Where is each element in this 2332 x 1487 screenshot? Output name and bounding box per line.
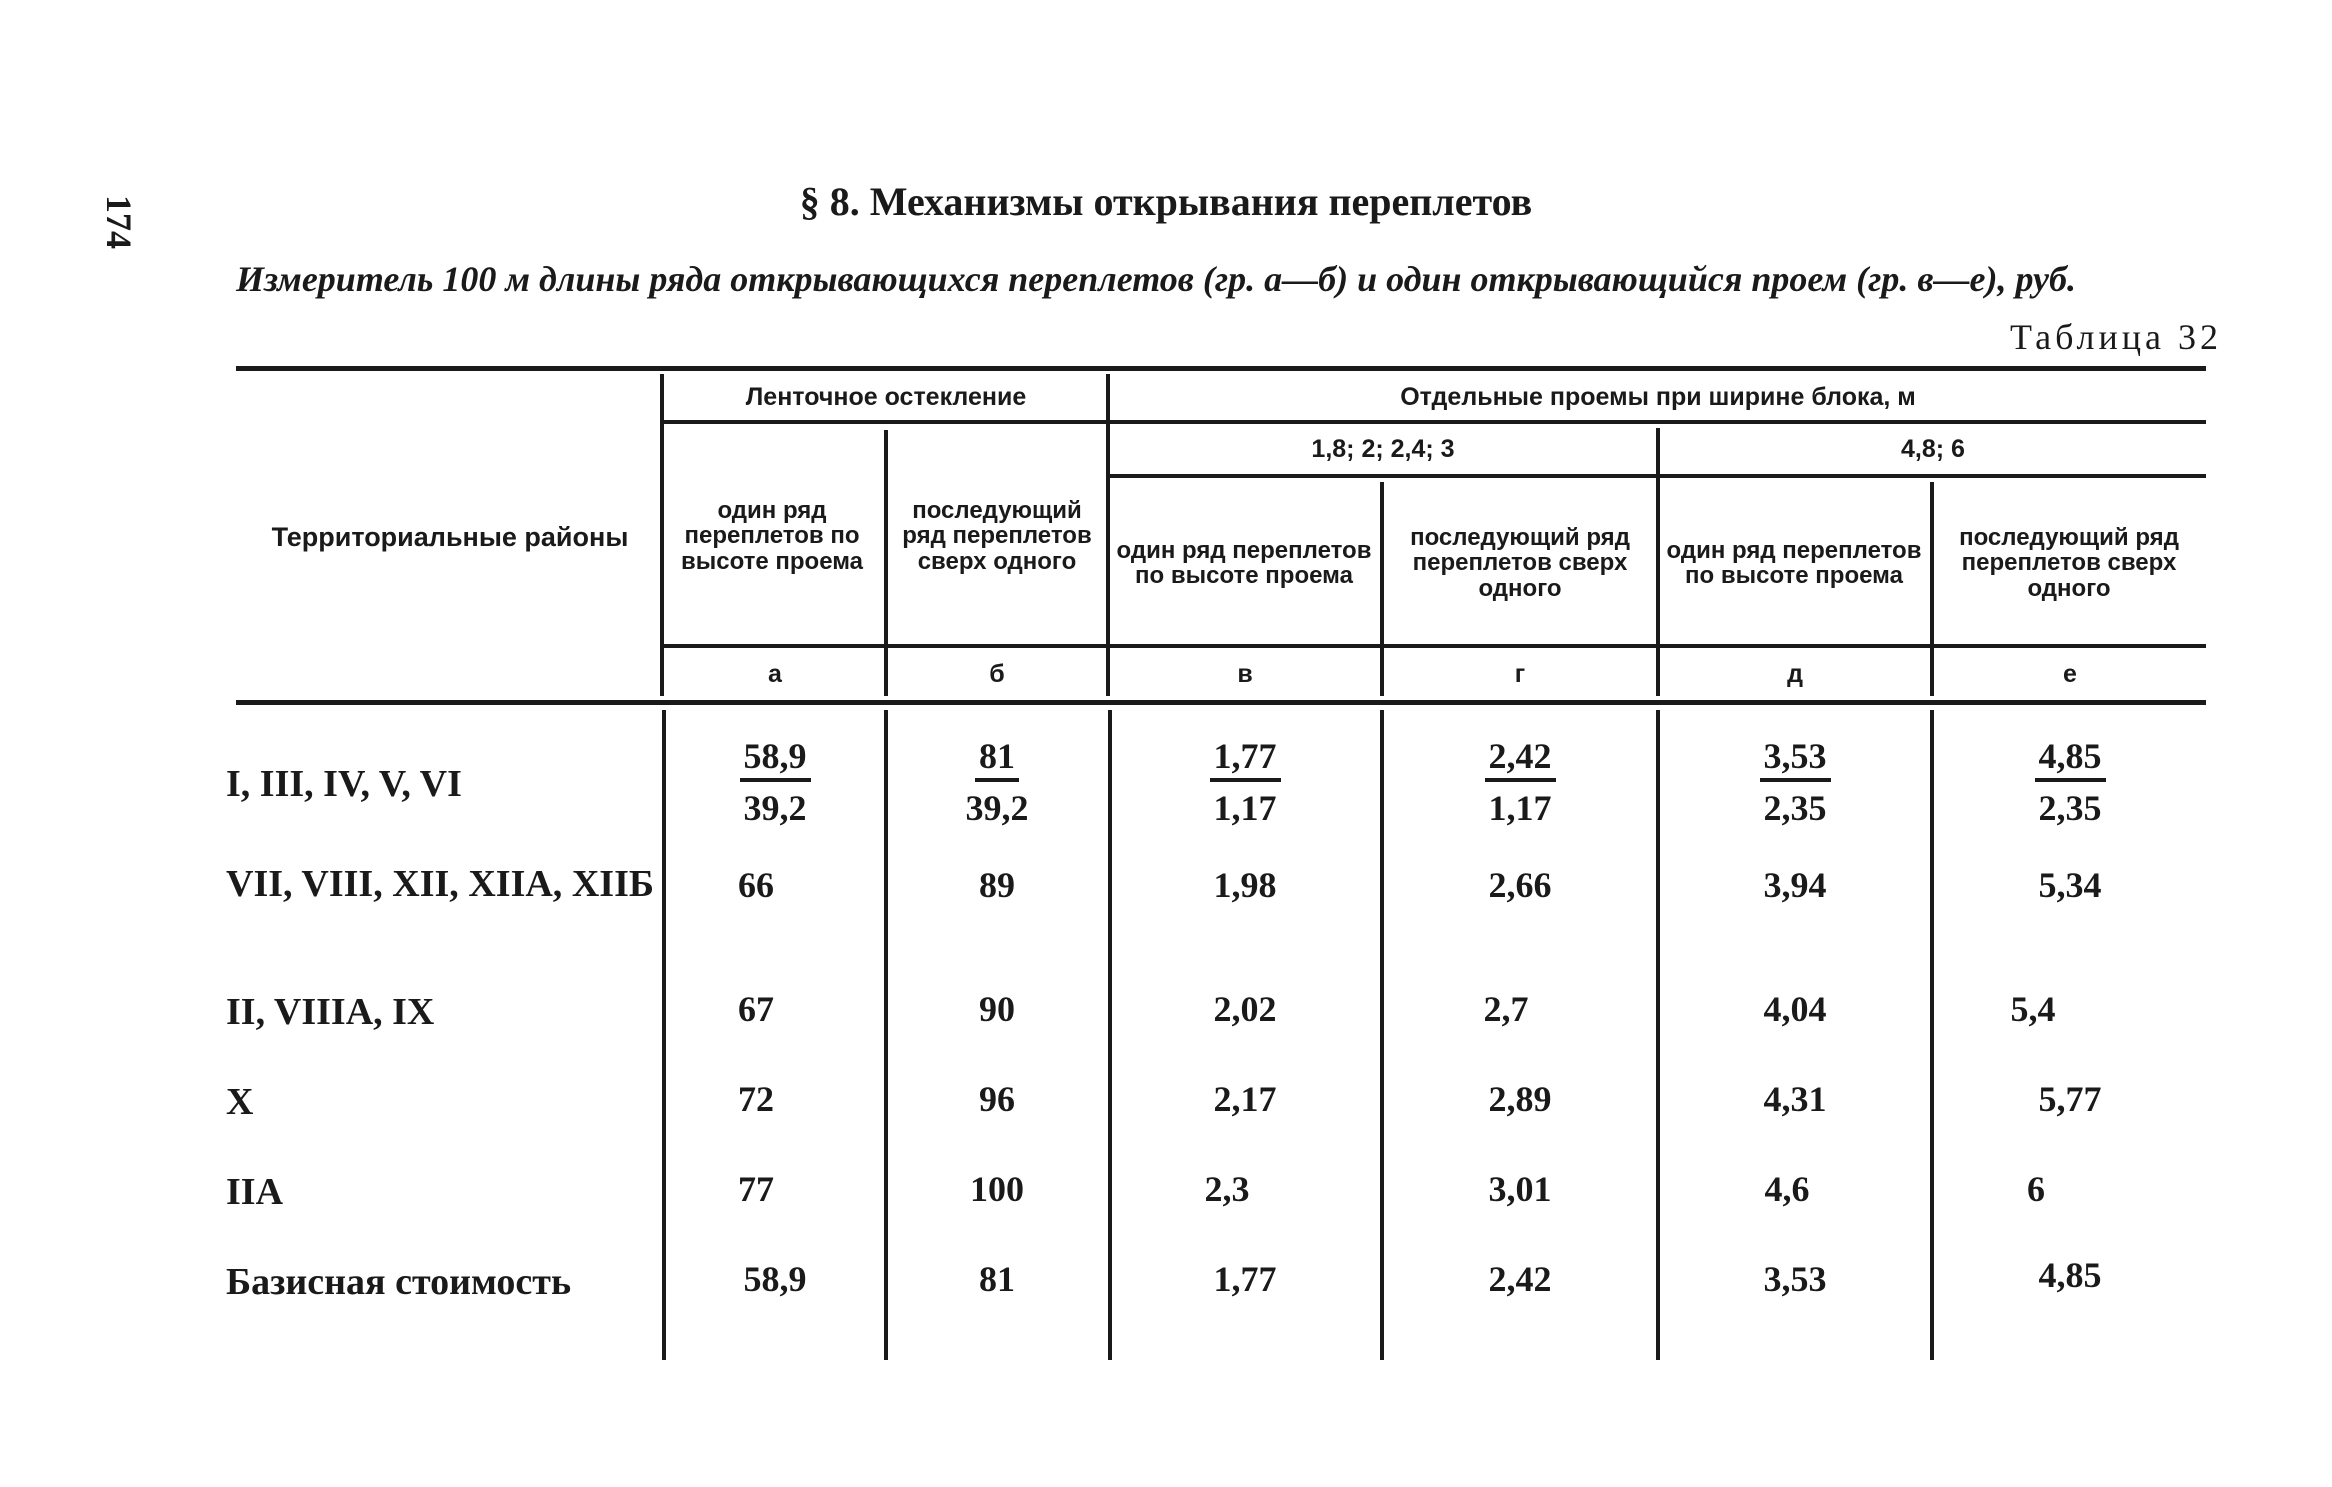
table-cell: 81 — [979, 1259, 1015, 1299]
page-number: 174 — [99, 195, 139, 249]
table-cell: 3,53 — [1763, 1259, 1827, 1299]
col-b-header: последующий ряд переплетов сверх одного — [902, 497, 1092, 575]
table-cell: 5,34 — [2038, 865, 2102, 905]
header-bottom-rule — [236, 700, 2206, 705]
fraction-numerator: 4,85 — [2035, 738, 2106, 782]
table-cell: 67 — [738, 989, 774, 1029]
table-cell: 5,77 — [2038, 1079, 2102, 1119]
table-cell: 100 — [970, 1169, 1024, 1209]
fraction-cell — [1662, 738, 1928, 826]
row-label: X — [226, 1081, 254, 1123]
table-cell: 2,66 — [1488, 865, 1552, 905]
body-divider-5 — [1656, 710, 1660, 1360]
table-cell: 6 — [2027, 1169, 2045, 1209]
col-e-header: последующий ряд переплетов сверх одного — [1959, 524, 2179, 602]
table-cell: 1,77 — [1213, 1259, 1277, 1299]
col-a-header: один ряд переплетов по высоте проема — [680, 497, 864, 575]
table-cell: 2,17 — [1213, 1079, 1277, 1119]
table-cell: 2,02 — [1213, 989, 1277, 1029]
col-letter-g: г — [1514, 659, 1526, 688]
col-letter-e: е — [2063, 659, 2077, 688]
table-cell: 90 — [979, 989, 1015, 1029]
table-cell: 5,4 — [2010, 989, 2056, 1029]
group-header-separate-openings: Отдельные проемы при ширине блока, м — [1400, 382, 1916, 411]
row-header: Территориальные районы — [271, 521, 629, 552]
col-divider-main — [660, 374, 664, 696]
body-divider-6 — [1930, 710, 1934, 1360]
table-cell: 2,42 — [1488, 1259, 1552, 1299]
fraction-denominator: 2,35 — [2038, 788, 2102, 828]
table-top-rule — [236, 366, 2206, 371]
col-d-header: один ряд переплетов по высоте проема — [1666, 536, 1922, 589]
table-cell: 1,98 — [1213, 865, 1277, 905]
table-cell: 2,7 — [1483, 989, 1529, 1029]
table-subtitle: Измеритель 100 м длины ряда открывающихся переплетов (гр. а—б) и один открывающийся проем (гр. в—е), руб. — [236, 259, 2076, 299]
fraction-denominator: 39,2 — [965, 788, 1029, 828]
row-label: Базисная стоимость — [226, 1261, 572, 1303]
table-cell: 66 — [738, 865, 774, 905]
fraction-denominator: 2,35 — [1763, 788, 1827, 828]
fraction-denominator: 39,2 — [743, 788, 807, 828]
row-label: IIА — [226, 1171, 284, 1213]
col-letter-d: д — [1787, 659, 1803, 688]
subgroup-header-width-1: 1,8; 2; 2,4; 3 — [1311, 434, 1455, 463]
fraction-cell — [666, 738, 884, 826]
fraction-numerator: 3,53 — [1760, 738, 1831, 782]
table-cell: 4,6 — [1764, 1169, 1810, 1209]
table-cell: 2,3 — [1204, 1169, 1250, 1209]
group-header-ribbon-glazing: Ленточное остекление — [745, 382, 1027, 411]
fraction-cell — [1386, 738, 1654, 826]
col-letter-v: в — [1237, 659, 1253, 688]
table-cell: 2,89 — [1488, 1079, 1552, 1119]
section-title: § 8. Механизмы открывания переплетов — [799, 179, 1533, 224]
row-label: VII, VIII, XII, XIIА, XIIБ — [226, 863, 654, 905]
fraction-numerator: 1,77 — [1210, 738, 1281, 782]
table-cell: 72 — [738, 1079, 774, 1119]
fraction-cell — [1936, 738, 2204, 826]
table-cell: 4,85 — [2038, 1255, 2102, 1295]
table-cell: 3,01 — [1488, 1169, 1552, 1209]
col-letter-b: б — [989, 659, 1005, 688]
subgroup-header-width-2: 4,8; 6 — [1901, 434, 1965, 463]
table-number: Таблица 32 — [2010, 317, 2222, 357]
fraction-numerator: 58,9 — [740, 738, 811, 782]
fraction-numerator: 81 — [975, 738, 1019, 782]
row-label: II, VIIIА, IX — [226, 991, 435, 1033]
table-cell: 3,94 — [1763, 865, 1827, 905]
body-divider-4 — [1380, 710, 1384, 1360]
table-cell: 4,31 — [1763, 1079, 1827, 1119]
fraction-denominator: 1,17 — [1213, 788, 1277, 828]
fraction-denominator: 1,17 — [1488, 788, 1552, 828]
table-cell: 58,9 — [743, 1259, 807, 1299]
table-cell: 89 — [979, 865, 1015, 905]
col-letter-a: а — [768, 659, 782, 688]
fraction-cell — [1112, 738, 1378, 826]
table-cell: 4,04 — [1763, 989, 1827, 1029]
col-g-header: последующий ряд переплетов сверх одного — [1410, 524, 1630, 602]
fraction-cell — [888, 738, 1106, 826]
col-v-header: один ряд переплетов по высоте проема — [1116, 536, 1372, 589]
table-cell: 96 — [979, 1079, 1015, 1119]
table-cell: 77 — [738, 1169, 774, 1209]
fraction-numerator: 2,42 — [1485, 738, 1556, 782]
row-label: I, III, IV, V, VI — [226, 763, 462, 805]
